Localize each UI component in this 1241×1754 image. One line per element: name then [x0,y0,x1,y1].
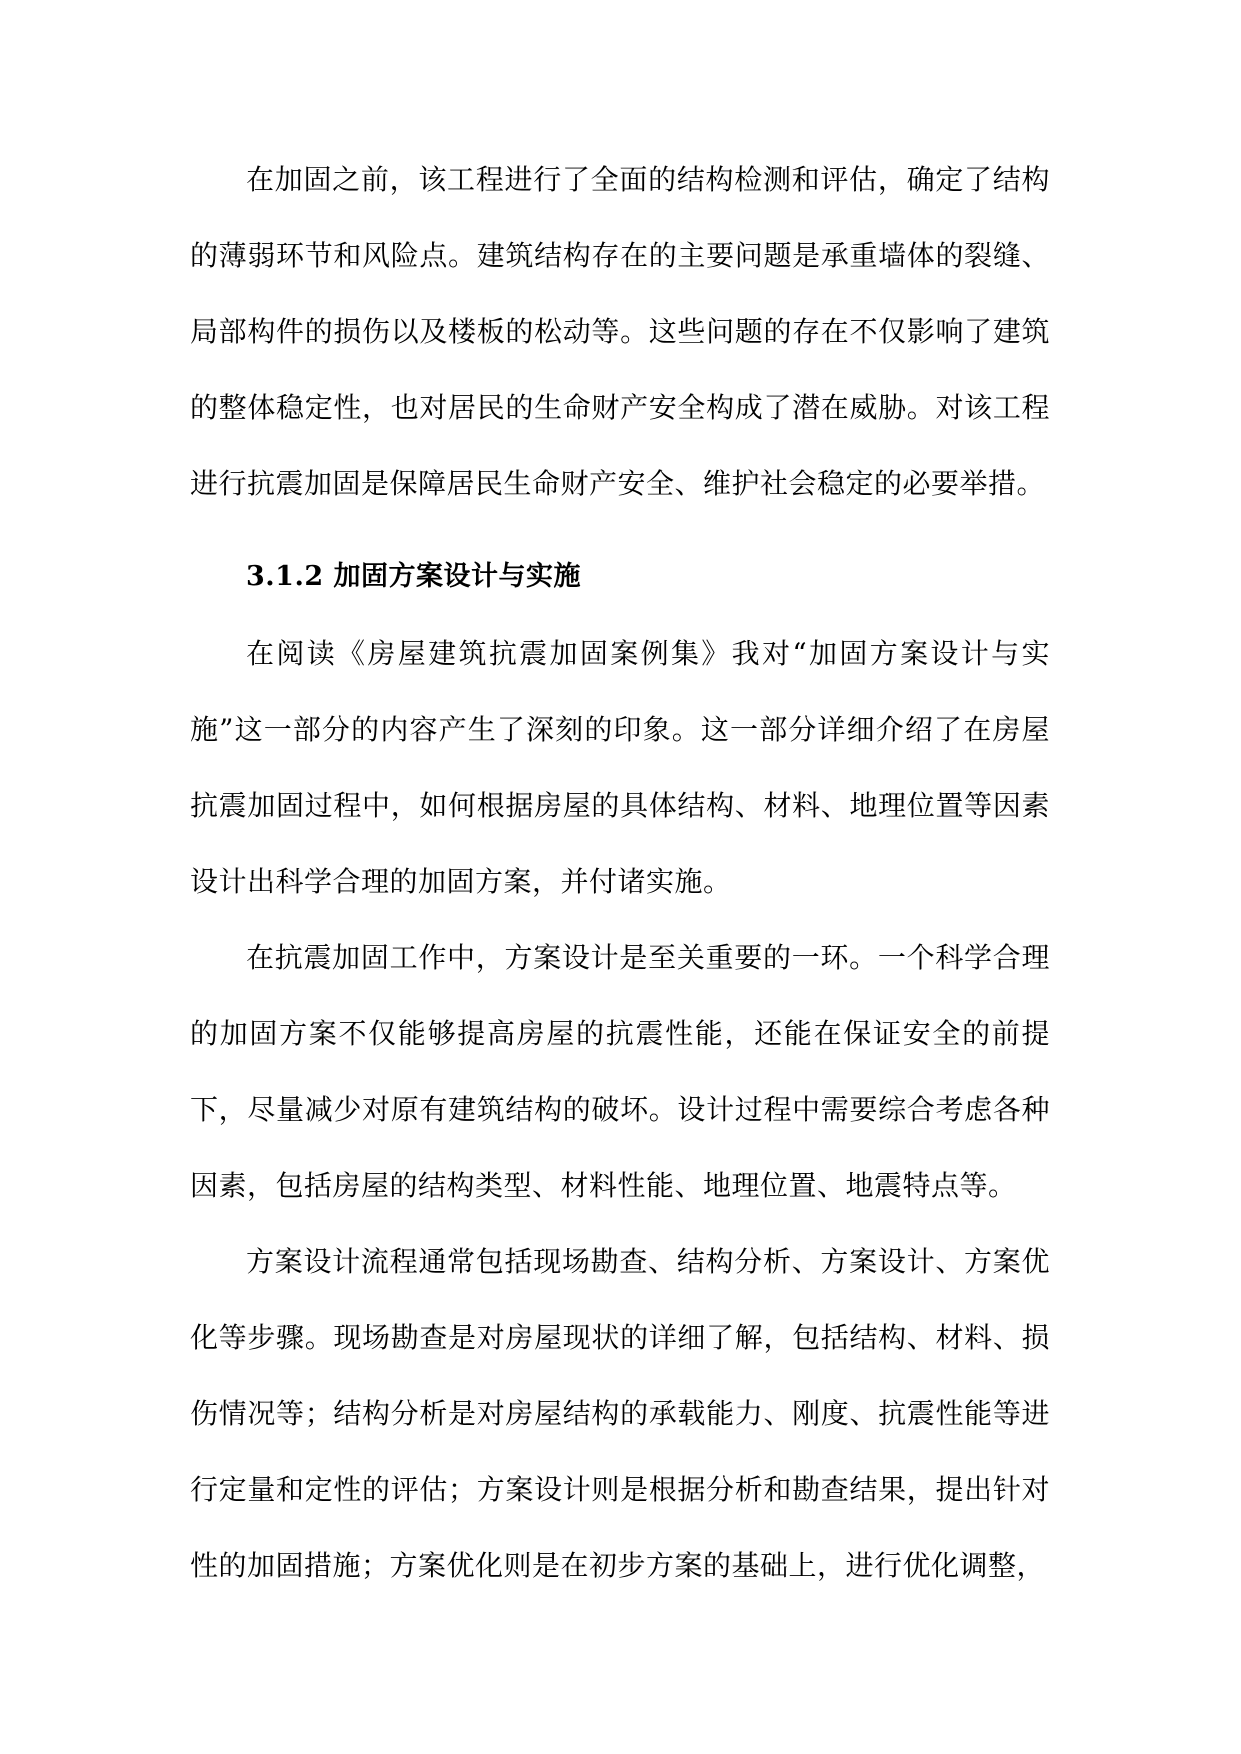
paragraph-design-process: 方案设计流程通常包括现场勘查、结构分析、方案设计、方案优化等步骤。现场勘查是对房屋现状的详细了解，包括结构、材料、损伤情况等；结构分析是对房屋结构的承载能力、刚度、抗震性能等进行定量和定性的评估；方案设计则是根据分析和勘查结果，提出针对性的加固措施；方案优化则是在初步方案的基础上，进行优化调整， [190,1245,1050,1582]
paragraph-structural-assessment: 在加固之前，该工程进行了全面的结构检测和评估，确定了结构的薄弱环节和风险点。建筑结构存在的主要问题是承重墙体的裂缝、局部构件的损伤以及楼板的松动等。这些问题的存在不仅影响了建筑的整体稳定性，也对居民的生命财产安全构成了潜在威胁。对该工程进行抗震加固是保障居民生命财产安全、维护社会稳定的必要举措。 [190,163,1050,500]
document-body [190,142,1050,1604]
paragraph-reading-impression: 在阅读《房屋建筑抗震加固案例集》我对“加固方案设计与实施”这一部分的内容产生了深刻的印象。这一部分详细介绍了在房屋抗震加固过程中，如何根据房屋的具体结构、材料、地理位置等因素设计出科学合理的加固方案，并付诸实施。 [190,637,1050,898]
section-heading: 3.1.2 加固方案设计与实施 [246,561,582,592]
paragraph-scheme-design-importance: 在抗震加固工作中，方案设计是至关重要的一环。一个科学合理的加固方案不仅能够提高房屋的抗震性能，还能在保证安全的前提下，尽量减少对原有建筑结构的破坏。设计过程中需要综合考虑各种因素，包括房屋的结构类型、材料性能、地理位置、地震特点等。 [190,941,1050,1202]
